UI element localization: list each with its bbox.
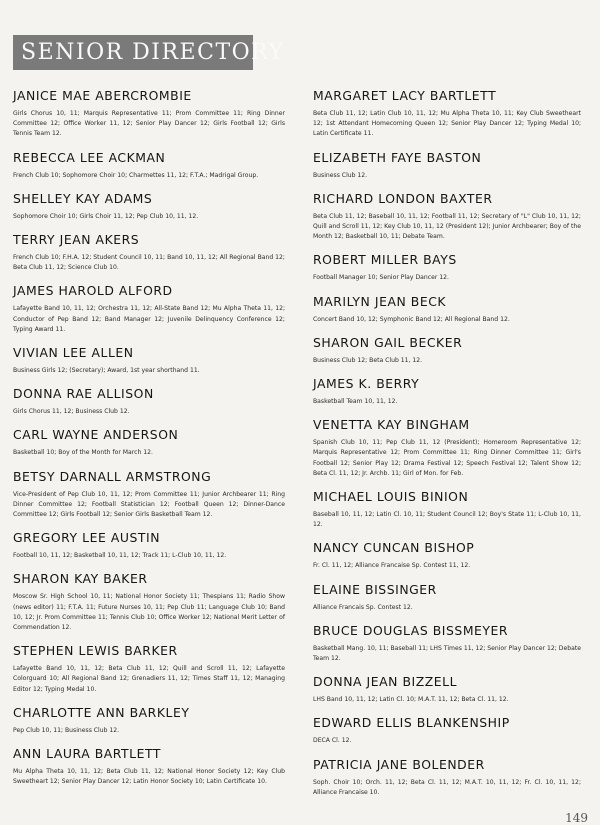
senior-name: JAMES K. BERRY (313, 376, 420, 392)
senior-name: MICHAEL LOUIS BINION (313, 489, 469, 505)
senior-entry (13, 150, 285, 181)
senior-activities: Football Manager 10; Senior Play Dancer 12. (313, 274, 449, 282)
senior-activities: Beta Club 11, 12; Baseball 10, 11, 12; Football 11, 12; Secretary of "L" Club 10, 11, 12; Quill and Scroll 11, 12; Key Club 10, 11, 12 (President 12); Junior Archbearer; Boy of the Month 12; Basketball 10, 11; Debate Team. (313, 212, 581, 241)
senior-name: VENETTA KAY BINGHAM (313, 417, 470, 433)
senior-name: SHARON GAIL BECKER (313, 334, 463, 350)
senior-entry (313, 335, 581, 366)
senior-entry (313, 417, 581, 479)
senior-activities: French Club 10; Sophomore Choir 10; Charmettes 11, 12; F.T.A.; Madrigal Group. (13, 171, 259, 179)
senior-name: PATRICIA JANE BOLENDER (313, 756, 485, 772)
senior-name: JANICE MAE ABERCROMBIE (13, 88, 192, 103)
senior-entry (313, 150, 581, 181)
senior-activities: Vice-President of Pep Club 10, 11, 12; Prom Committee 11; Junior Archbearer 11; Ring Dinner Committee 12; Football Statistician 12; Football Queen 12; Dinner-Dance Committee 12; Girls Football 12; Senior Girls Basketball Team 12. (13, 490, 285, 519)
senior-activities: Lafayette Band 10, 11, 12; Beta Club 11, 12; Quill and Scroll 11, 12; Lafayette Colorguard 10; All Regional Band 12; Grenadiers 11, 12; Times Staff 11, 12; Managing Editor 12; Typing Medal 10. (13, 665, 285, 693)
senior-activities: Spanish Club 10, 11; Pep Club 11, 12 (President); Homeroom Representative 12; Marquis Representative 12; Prom Committee 11; Ring Dinner Committee 11; Girl's Football 12; Senior Play 12; Drama Festival 12; Speech Festival 12; Talent Show 12; Beta Cl. 11, 12; Jr. Archb. 11; Girl of Mon. for Feb. (313, 439, 581, 477)
title-banner (13, 35, 285, 70)
left-column (13, 88, 285, 797)
senior-name: REBECCA LEE ACKMAN (13, 149, 166, 165)
senior-activities: Pep Club 10, 11; Business Club 12. (13, 726, 120, 734)
senior-activities: Football 10, 11, 12; Basketball 10, 11, 12; Track 11; L-Club 10, 11, 12. (13, 552, 227, 560)
senior-name: ELIZABETH FAYE BASTON (313, 149, 482, 165)
senior-name: ELAINE BISSINGER (313, 581, 437, 597)
senior-entry (313, 623, 581, 664)
senior-activities: Basketball Team 10, 11, 12. (313, 398, 398, 406)
senior-entry (13, 469, 285, 521)
senior-name: BRUCE DOUGLAS BISSMEYER (313, 622, 509, 638)
senior-activities: Fr. Cl. 11, 12; Alliance Francaise Sp. Contest 11, 12. (313, 562, 471, 570)
senior-entry (13, 283, 285, 335)
senior-activities: Concert Band 10, 12; Symphonic Band 12; All Regional Band 12. (313, 315, 510, 323)
senior-name: JAMES HAROLD ALFORD (13, 283, 173, 299)
senior-entry (313, 674, 581, 705)
senior-activities: Moscow Sr. High School 10, 11; National Honor Society 11; Thespians 11; Radio Show (news editor) 11; F.T.A. 11; Future Nurses 10, 11; Pep Club 11; Language Club 10; Band 10, 12; Jr. Prom Committee 11; Tennis Club 10; Office Worker 12; National Merit Letter of Commendation 12. (13, 593, 285, 632)
senior-entry (313, 376, 581, 407)
senior-entry (13, 345, 285, 376)
senior-name: ROBERT MILLER BAYS (313, 252, 457, 268)
senior-activities: Mu Alpha Theta 10, 11, 12; Beta Club 11, 12; National Honor Society 12; Key Club Sweetheart 12; Senior Play Dancer 12; Latin Honor Society 10; Latin Certificate 10. (13, 768, 285, 786)
senior-name: RICHARD LONDON BAXTER (313, 190, 493, 206)
senior-name: DONNA RAE ALLISON (13, 386, 154, 402)
senior-activities: Sophomore Choir 10; Girls Choir 11, 12; Pep Club 10, 11, 12. (13, 212, 199, 220)
senior-activities: Soph. Choir 10; Orch. 11, 12; Beta Cl. 11, 12; M.A.T. 10, 11, 12; Fr. Cl. 10, 11, 12; Alliance Francaise 10. (313, 778, 581, 796)
senior-activities: Business Girls 12; (Secretary); Award, 1st year shorthand 11. (13, 367, 200, 375)
senior-name: SHELLEY KAY ADAMS (13, 190, 153, 206)
senior-activities: Alliance Francais Sp. Contest 12. (313, 603, 413, 611)
senior-entry (13, 191, 285, 222)
senior-activities: Business Club 12. (313, 171, 368, 179)
senior-entry (13, 88, 285, 140)
right-column (313, 88, 581, 808)
senior-entry (313, 582, 581, 613)
senior-activities: Girls Chorus 10, 11; Marquis Representative 11; Prom Committee 11; Ring Dinner Committee 12; Office Worker 11, 12; Senior Play Dancer 12; Girls Football 12; Girls Tennis Team 12. (13, 110, 285, 138)
senior-name: MARGARET LACY BARTLETT (313, 88, 497, 103)
senior-name: DONNA JEAN BIZZELL (313, 674, 458, 690)
senior-entry (13, 386, 285, 417)
senior-entry (313, 489, 581, 530)
senior-name: CARL WAYNE ANDERSON (13, 427, 179, 443)
senior-name: GREGORY LEE AUSTIN (13, 530, 161, 546)
senior-name: STEPHEN LEWIS BARKER (13, 643, 178, 659)
senior-activities: LHS Band 10, 11, 12; Latin Cl. 10; M.A.T. 11, 12; Beta Cl. 11, 12. (313, 696, 509, 704)
senior-entry (313, 252, 581, 283)
page-title: SENIOR DIRECTORY (21, 40, 285, 65)
page-number: 149 (565, 811, 588, 825)
senior-activities: Lafayette Band 10, 11, 12; Orchestra 11, 12; All-State Band 12; Mu Alpha Theta 11, 12; Conductor of Pep Band 12; Band Manager 12; Juvenile Delinquency Conference 12; Typing Award 11. (13, 305, 285, 333)
senior-entry (13, 705, 285, 736)
senior-activities: Business Club 12; Beta Club 11, 12. (313, 356, 423, 364)
senior-entry (313, 88, 581, 140)
senior-activities: Basketball 10; Boy of the Month for March 12. (13, 449, 153, 457)
senior-activities: Girls Chorus 11, 12; Business Club 12. (13, 408, 130, 416)
senior-entry (13, 232, 285, 273)
senior-activities: Baseball 10, 11, 12; Latin Cl. 10, 11; Student Council 12; Boy's State 11; L-Club 10, 11, 12. (313, 511, 581, 529)
senior-activities: DECA Cl. 12. (313, 737, 352, 745)
senior-entry (313, 191, 581, 243)
senior-name: TERRY JEAN AKERS (13, 232, 140, 248)
senior-name: VIVIAN LEE ALLEN (13, 345, 134, 361)
senior-entry (13, 530, 285, 561)
senior-entry (13, 643, 285, 695)
senior-entry (313, 294, 581, 325)
senior-name: MARILYN JEAN BECK (313, 293, 447, 309)
senior-name: NANCY CUNCAN BISHOP (313, 540, 475, 556)
senior-activities: Beta Club 11, 12; Latin Club 10, 11, 12; Mu Alpha Theta 10, 11; Key Club Sweetheart 12; 1st Attendant Homecoming Queen 12; Senior Play Dancer 12; Typing Medal 10; Latin Certificate 11. (313, 110, 581, 138)
senior-name: CHARLOTTE ANN BARKLEY (13, 704, 190, 720)
senior-entry (13, 427, 285, 458)
senior-name: BETSY DARNALL ARMSTRONG (13, 468, 212, 484)
senior-activities: French Club 10; F.H.A. 12; Student Council 10, 11; Band 10, 11, 12; All Regional Band 12; Beta Club 11, 12; Science Club 10. (13, 254, 285, 272)
senior-entry (313, 715, 581, 746)
senior-name: ANN LAURA BARTLETT (13, 746, 162, 762)
senior-entry (313, 540, 581, 571)
senior-name: SHARON KAY BAKER (13, 571, 148, 587)
senior-name: EDWARD ELLIS BLANKENSHIP (313, 715, 510, 731)
senior-entry (13, 746, 285, 787)
senior-activities: Basketball Mang. 10, 11; Baseball 11; LHS Times 11, 12; Senior Play Dancer 12; Debate Team 12. (313, 644, 581, 663)
senior-entry (13, 571, 285, 633)
senior-entry (313, 757, 581, 798)
